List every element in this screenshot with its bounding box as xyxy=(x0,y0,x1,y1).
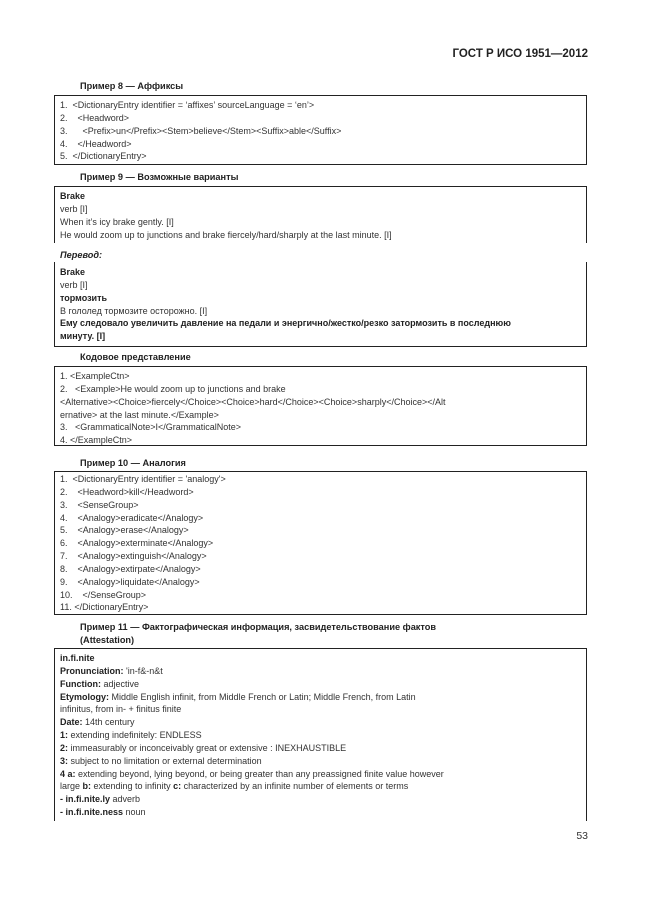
bold-text: Pronunciation: xyxy=(60,665,124,676)
text-line xyxy=(60,330,586,343)
bold-text: минуту. [I] xyxy=(60,331,106,342)
text-line xyxy=(60,512,586,525)
translation-title: Перевод: xyxy=(60,250,103,260)
text-line xyxy=(60,499,586,512)
text-segment: 2. <Headword>kill</Headword> xyxy=(60,486,194,497)
text-segment: 4. </ExampleCtn> xyxy=(60,435,133,446)
text-segment: 5. </DictionaryEntry> xyxy=(60,151,147,162)
text-segment: large xyxy=(60,781,83,792)
bold-text: in.fi.nite xyxy=(60,653,95,663)
text-line xyxy=(60,729,586,742)
bold-text: Ему следовало увеличить давление на педали и энергично/жестко/резко затормозить в последнюю xyxy=(60,318,511,329)
text-segment: He would zoom up to junctions and brake fiercely/hard/sharply at the last minute. [I] xyxy=(60,229,392,240)
text-line xyxy=(60,742,586,755)
text-segment: 9. <Analogy>liquidate</Analogy> xyxy=(60,576,200,587)
text-line xyxy=(60,716,586,729)
code-representation-title: Кодовое представление xyxy=(80,352,191,362)
bold-text: - in.fi.nite.ness xyxy=(60,807,124,818)
text-line xyxy=(60,279,586,292)
text-segment: 5. <Analogy>erase</Analogy> xyxy=(60,525,189,536)
text-segment: <Alternative><Choice>fiercely</Choice><Choice>hard</Choice><Choice>sharply</Choice></Alt xyxy=(60,396,446,407)
text-line xyxy=(60,691,586,704)
bold-text: Date: xyxy=(60,717,83,728)
bold-text: 1: xyxy=(60,730,69,741)
example-10-box xyxy=(54,471,587,615)
text-line xyxy=(60,203,586,216)
text-line xyxy=(60,434,586,447)
example-10-title: Пример 10 — Аналогия xyxy=(80,458,186,468)
text-line xyxy=(60,125,586,138)
text-line xyxy=(60,138,586,151)
text-line xyxy=(60,486,586,499)
example-11-title xyxy=(80,621,436,647)
text-line xyxy=(60,190,586,203)
text-segment: Middle English infinit, from Middle French or Latin; Middle French, from Latin xyxy=(109,691,416,702)
text-line xyxy=(60,409,586,422)
text-line xyxy=(60,150,586,163)
text-segment: 4. <Analogy>eradicate</Analogy> xyxy=(60,512,204,523)
text-segment: adverb xyxy=(110,794,141,805)
text-segment: 1. <ExampleCtn> xyxy=(60,371,130,381)
text-segment: extending to infinity xyxy=(91,781,174,792)
text-segment: adjective xyxy=(101,678,140,689)
bold-text: c: xyxy=(173,781,182,792)
text-segment: characterized by an infinite number of elements or terms xyxy=(181,781,409,792)
bold-text: 4 a: xyxy=(60,768,76,779)
text-line xyxy=(60,563,586,576)
bold-text: тормозить xyxy=(60,292,108,303)
text-line xyxy=(60,576,586,589)
text-line xyxy=(60,589,586,602)
text-line xyxy=(60,266,586,279)
example-8-box xyxy=(54,95,587,165)
example-11-title-line1: Пример 11 — Фактографическая информация, засвидетельствование фактов xyxy=(80,622,437,632)
text-segment: 10. </SenseGroup> xyxy=(60,589,147,600)
text-line xyxy=(60,550,586,563)
bold-text: - in.fi.nite.ly xyxy=(60,794,111,805)
text-segment: infinitus, from in- + finitus finite xyxy=(60,704,182,715)
text-line xyxy=(60,768,586,781)
example-9-box xyxy=(54,186,587,243)
document-header: ГОСТ Р ИСО 1951—2012 xyxy=(452,48,588,60)
text-segment: noun xyxy=(123,807,146,818)
text-line xyxy=(60,292,586,305)
text-segment: 3. <SenseGroup> xyxy=(60,499,139,510)
text-line xyxy=(60,678,586,691)
bold-text: Brake xyxy=(60,267,86,277)
text-segment: 2. <Example>He would zoom up to junctions and brake xyxy=(60,383,286,394)
bold-text: Function: xyxy=(60,678,101,689)
text-line xyxy=(60,793,586,806)
text-line xyxy=(60,806,586,819)
text-segment: 7. <Analogy>extinguish</Analogy> xyxy=(60,551,207,562)
text-line xyxy=(60,652,586,665)
text-segment: extending indefinitely: ENDLESS xyxy=(68,730,202,741)
text-line xyxy=(60,370,586,383)
text-line xyxy=(60,665,586,678)
text-segment: 1. <DictionaryEntry identifier = 'analogy'> xyxy=(60,474,226,484)
text-line xyxy=(60,755,586,768)
page-number: 53 xyxy=(576,830,588,842)
text-segment: extending beyond, lying beyond, or being greater than any preassigned finite value however xyxy=(75,768,444,779)
text-segment: verb [I] xyxy=(60,279,88,290)
text-line xyxy=(60,396,586,409)
text-segment: В гололед тормозите осторожно. [I] xyxy=(60,305,208,316)
text-segment: verb [I] xyxy=(60,203,88,214)
text-segment: 3. <GrammaticalNote>I</GrammaticalNote> xyxy=(60,422,242,433)
text-line xyxy=(60,473,586,486)
example-11-box xyxy=(54,648,587,821)
text-line xyxy=(60,317,586,330)
text-segment: 6. <Analogy>exterminate</Analogy> xyxy=(60,538,214,549)
text-line xyxy=(60,524,586,537)
text-line xyxy=(60,112,586,125)
text-line xyxy=(60,305,586,318)
text-line xyxy=(60,601,586,614)
text-segment: 1. <DictionaryEntry identifier = ‘affixes’ sourceLanguage = ‘en’> xyxy=(60,100,315,110)
bold-text: 3: xyxy=(60,755,69,766)
example-11-title-line2: (Attestation) xyxy=(80,635,135,645)
text-line xyxy=(60,780,586,793)
text-line xyxy=(60,216,586,229)
text-segment: When it’s icy brake gently. [I] xyxy=(60,216,174,227)
text-line xyxy=(60,703,586,716)
text-segment: 11. </DictionaryEntry> xyxy=(60,602,149,613)
text-segment: 4. </Headword> xyxy=(60,138,132,149)
bold-text: Etymology: xyxy=(60,691,110,702)
bold-text: 2: xyxy=(60,742,69,753)
text-segment: 'in-f&-n&t xyxy=(123,665,163,676)
text-line xyxy=(60,421,586,434)
text-segment: 14th century xyxy=(82,717,135,728)
text-line xyxy=(60,537,586,550)
example-8-title: Пример 8 — Аффиксы xyxy=(80,81,184,91)
text-segment: ernative> at the last minute.</Example> xyxy=(60,409,219,420)
text-segment: 2. <Headword> xyxy=(60,112,130,123)
text-segment: subject to no limitation or external determination xyxy=(68,755,262,766)
translation-box xyxy=(54,262,587,347)
text-line xyxy=(60,229,586,242)
code-representation-box xyxy=(54,366,587,446)
text-line xyxy=(60,99,586,112)
text-segment: 8. <Analogy>extirpate</Analogy> xyxy=(60,563,201,574)
bold-text: b: xyxy=(82,781,92,792)
example-9-title: Пример 9 — Возможные варианты xyxy=(80,172,239,182)
text-segment: 3. <Prefix>un</Prefix><Stem>believe</Stem><Suffix>able</Suffix> xyxy=(60,125,342,136)
text-line xyxy=(60,383,586,396)
bold-text: Brake xyxy=(60,191,86,201)
text-segment: immeasurably or inconceivably great or extensive : INEXHAUSTIBLE xyxy=(68,742,347,753)
